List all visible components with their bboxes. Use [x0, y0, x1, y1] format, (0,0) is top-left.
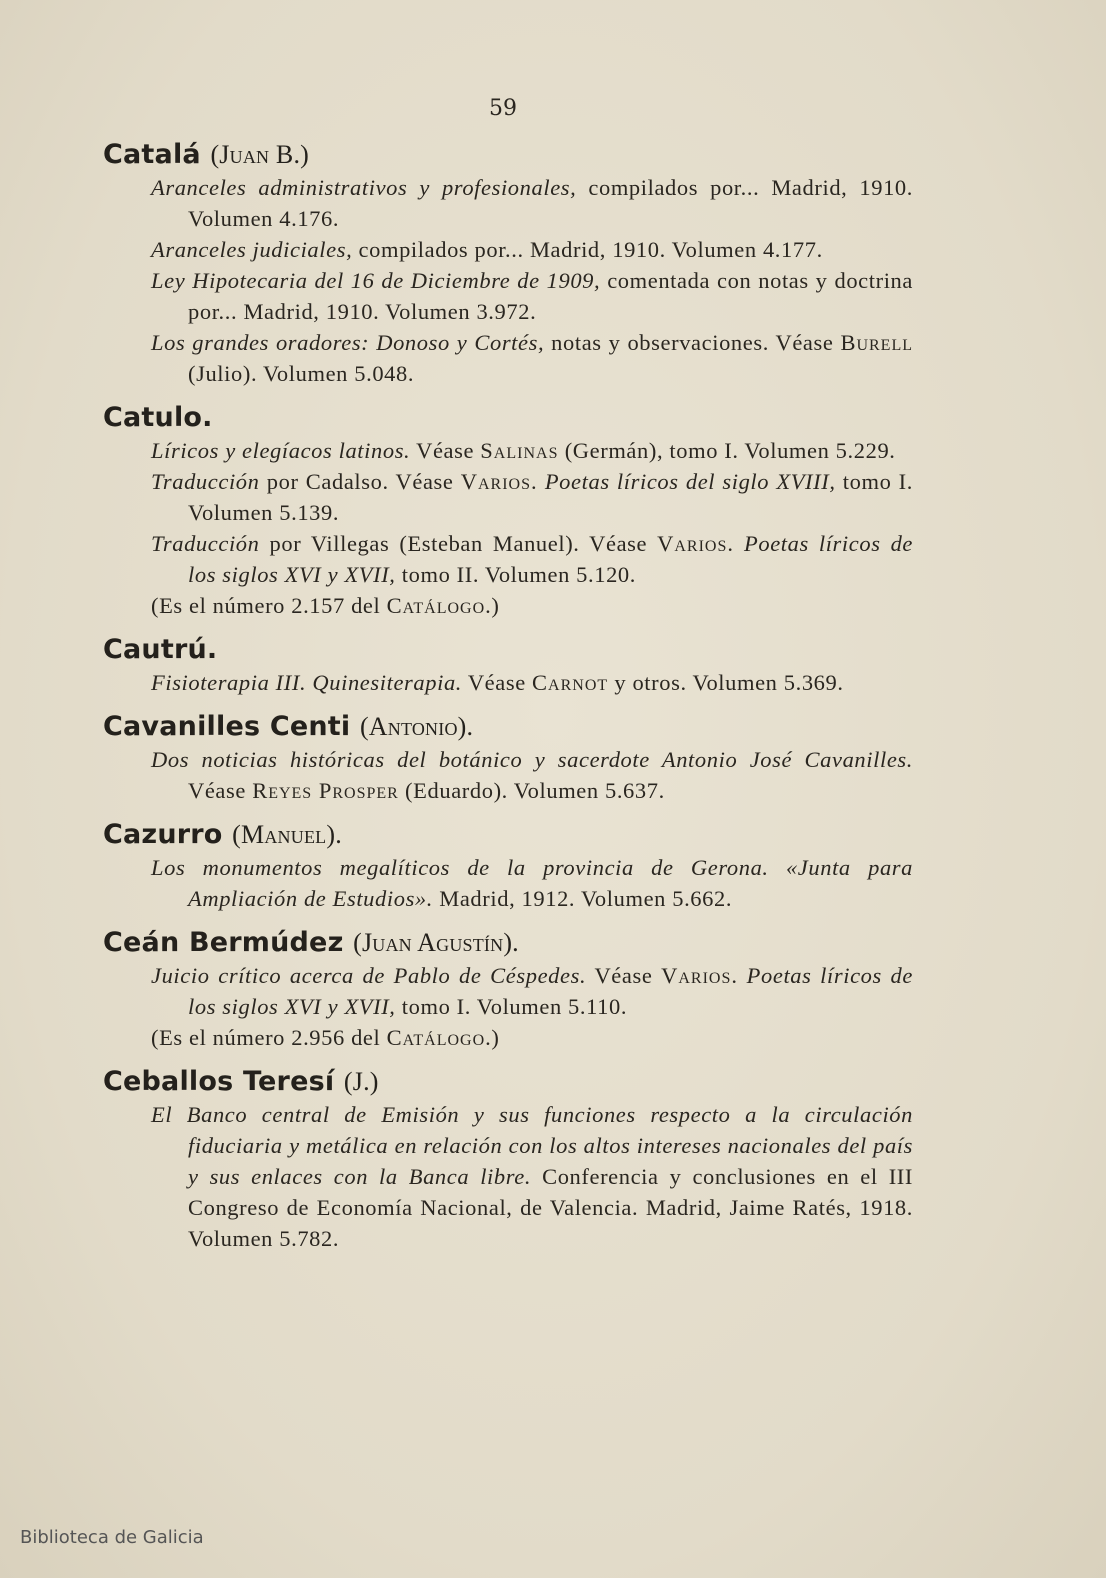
- author-surname: Cavanilles Centi: [103, 711, 351, 742]
- work-title: Traducción: [151, 469, 260, 494]
- note-text: (Es el número 2.956 del: [151, 1025, 387, 1050]
- work-title: Poetas líricos de los siglos XVI y XVII,: [188, 531, 914, 587]
- work-details: (Eduardo). Volumen 5.637.: [398, 778, 665, 803]
- work-details: tomo I. Volumen 5.139.: [188, 469, 913, 525]
- work-title: Poetas líricos del siglo XVIII,: [537, 469, 836, 494]
- work-title: Los monumentos megalíticos de la provincia de Gerona. «Junta para Ampliación de Estudios».: [151, 855, 913, 911]
- work-item: [151, 852, 913, 914]
- work-details: por Villegas (Esteban Manuel). Véase: [259, 531, 658, 556]
- catalog-entry: [103, 1065, 913, 1254]
- work-details: Madrid, 1912. Volumen 5.662.: [433, 886, 733, 911]
- library-watermark: Biblioteca de Galicia: [20, 1527, 204, 1548]
- work-details: Véase: [462, 670, 533, 695]
- cross-reference: Catálogo: [386, 593, 486, 618]
- work-item: [151, 265, 913, 327]
- work-title: Líricos y elegíacos latinos.: [151, 438, 411, 463]
- author-given-name: (J.): [343, 1067, 379, 1096]
- work-title: Fisioterapia III. Quinesiterapia.: [151, 670, 463, 695]
- cross-reference: Varios.: [661, 963, 738, 988]
- author-surname: Ceballos Teresí: [103, 1066, 335, 1097]
- author-surname: Cautrú.: [103, 634, 218, 665]
- work-title: Dos noticias históricas del botánico y sacerdote Antonio José Cavanilles.: [151, 747, 913, 772]
- note-text: (Es el número 2.157 del: [151, 593, 387, 618]
- author-given-name: (Manuel).: [232, 820, 342, 849]
- work-details: (Julio). Volumen 5.048.: [188, 361, 415, 386]
- cross-reference: Varios.: [460, 469, 538, 494]
- cross-reference: Reyes Prosper: [252, 778, 399, 803]
- entry-heading: [103, 138, 913, 172]
- note-text: .): [485, 1025, 500, 1050]
- work-title: Ley Hipotecaria del 16 de Diciembre de 1909,: [151, 268, 601, 293]
- cross-reference: Salinas: [480, 438, 559, 463]
- entry-heading: [103, 401, 913, 435]
- work-item: [151, 435, 913, 466]
- work-details: Véase: [410, 438, 481, 463]
- catalog-entry: [103, 138, 913, 389]
- work-item: [151, 960, 913, 1022]
- author-given-name: (Juan Agustín).: [353, 928, 519, 957]
- work-title: Aranceles judiciales,: [151, 237, 353, 262]
- work-item: [151, 234, 913, 265]
- author-surname: Ceán Bermúdez: [103, 927, 344, 958]
- work-details: por Cadalso. Véase: [259, 469, 461, 494]
- work-title: Traducción: [151, 531, 260, 556]
- cross-reference: Varios.: [657, 531, 734, 556]
- work-title: Poetas líricos de los siglos XVI y XVII,: [188, 963, 913, 1019]
- work-details: (Germán), tomo I. Volumen 5.229.: [558, 438, 896, 463]
- work-title: El Banco central de Emisión y sus funciones respecto a la circulación fiduciaria y metálica en relación con los altos intereses nacionales del país y sus enlaces con la Banca libre.: [151, 1102, 913, 1189]
- work-details: Véase: [586, 963, 662, 988]
- cross-reference: Catálogo: [386, 1025, 486, 1050]
- work-title: Juicio crítico acerca de Pablo de Céspedes.: [151, 963, 587, 988]
- page-number: 59: [489, 96, 517, 121]
- catalog-entries: [103, 138, 913, 1254]
- author-surname: Cazurro: [103, 819, 223, 850]
- work-title: Los grandes oradores: Donoso y Cortés,: [151, 330, 545, 355]
- work-details: notas y observaciones. Véase: [544, 330, 841, 355]
- catalog-entry: [103, 926, 913, 1053]
- catalog-entry: [103, 401, 913, 621]
- catalog-entry: [103, 710, 913, 806]
- work-details: Véase: [188, 778, 253, 803]
- work-details: comentada con notas y doctrina por... Madrid, 1910. Volumen 3.972.: [188, 268, 913, 324]
- author-surname: Catalá: [103, 139, 201, 170]
- entry-heading: [103, 710, 913, 744]
- note-text: .): [485, 593, 500, 618]
- catalog-note: [151, 1022, 913, 1053]
- work-details: tomo I. Volumen 5.110.: [395, 994, 628, 1019]
- entry-heading: [103, 818, 913, 852]
- author-given-name: (Juan B.): [210, 140, 310, 169]
- catalog-note: [151, 590, 913, 621]
- work-title: Aranceles administrativos y profesionales,: [151, 175, 577, 200]
- work-details: y otros. Volumen 5.369.: [608, 670, 844, 695]
- cross-reference: Burell: [840, 330, 913, 355]
- catalog-entry: [103, 633, 913, 698]
- work-details: compilados por... Madrid, 1910. Volumen 4.176.: [188, 175, 914, 231]
- work-details: Conferencia y conclusiones en el III Congreso de Economía Nacional, de Valencia. Madrid, Jaime Ratés, 1918. Volumen 5.782.: [188, 1164, 913, 1251]
- work-item: [151, 528, 913, 590]
- work-item: [151, 667, 913, 698]
- work-item: [151, 744, 913, 806]
- author-given-name: (Antonio).: [359, 712, 474, 741]
- cross-reference: Carnot: [532, 670, 609, 695]
- entry-heading: [103, 633, 913, 667]
- entry-heading: [103, 926, 913, 960]
- work-item: [151, 1099, 913, 1254]
- work-details: compilados por... Madrid, 1910. Volumen 4.177.: [352, 237, 823, 262]
- author-surname: Catulo.: [103, 402, 213, 433]
- entry-heading: [103, 1065, 913, 1099]
- work-item: [151, 327, 913, 389]
- catalog-entry: [103, 818, 913, 914]
- work-details: tomo II. Volumen 5.120.: [395, 562, 636, 587]
- work-item: [151, 172, 913, 234]
- work-item: [151, 466, 913, 528]
